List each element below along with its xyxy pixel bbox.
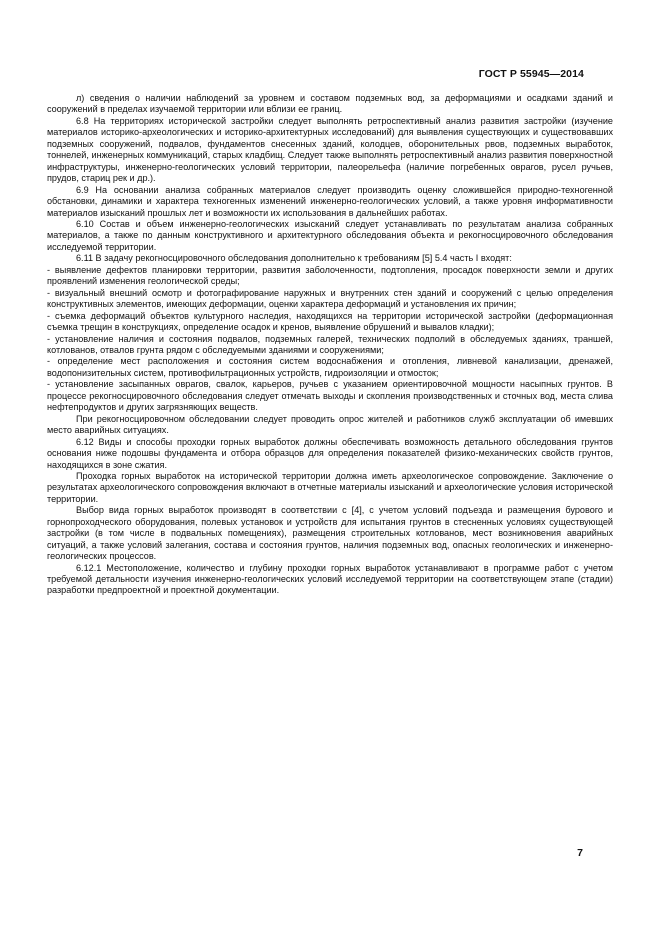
paragraph-l-observations: л) сведения о наличии наблюдений за уровнем и составом подземных вод, за деформациями и осадками зданий и сооружений в пределах изучаемой территории или вблизи ее границ. [47,93,613,115]
paragraph-archaeology: Проходка горных выработок на исторической территории должна иметь археологическое сопровождение. Заключение о результатах археологического сопровождения включают в отчетные материалы изысканий и археологические условия исторической территории. [47,470,613,504]
paragraph-resident-survey: При рекогносцировочном обследовании следует проводить опрос жителей и работников служб эксплуатации об имевших место аварийных ситуациях. [47,413,613,436]
paragraph-6-12: 6.12 Виды и способы проходки горных выработок должны обеспечивать возможность детального обследования грунтов основания ниже подошвы фундамента и отбора образцов для определения показателей физико-механических свойств грунтов, находящихся в зоне сжатия. [47,436,613,470]
list-item-basements: - установление наличия и состояния подвалов, подземных галерей, технических подполий в обследуемых зданиях, траншей, котлованов, отвалов грунта рядом с обследуемыми зданиями и сооружениями; [47,333,613,355]
list-item-utility-systems: - определение мест расположения и состояния систем водоснабжения и отопления, ливневой канализации, дренажей, водопонизительных систем, противофильтрационных устройств, гидроизоляции и отмосток; [47,356,613,378]
document-body [47,93,613,597]
paragraph-6-10: 6.10 Состав и объем инженерно-геологических изысканий следует устанавливать по результатам анализа собранных материалов, а также по данным конструктивного и архитектурного обследования объекта и рекогносцировочного обследования исследуемой территории. [47,218,613,252]
paragraph-6-8: 6.8 На территориях исторической застройки следует выполнять ретроспективный анализ развития застройки (изучение материалов историко-археологических и историко-архитектурных исследований) для выявления существующих и существовавших подземных сооружений, подвалов, фундаментов снесенных зданий, колодцев, оборонительных рвов, подземных выработок, тоннелей, инженерных коммуникаций, старых кладбищ. Следует также выполнять ретроспективный анализ развития поверхностной инфраструктуры, инженерно-геологических условий территории, палеорельефа (наличие погребенных оврагов, русел ручьев, прудов, стариц рек и др.). [47,115,613,184]
list-item-deformation-survey: - съемка деформаций объектов культурного наследия, находящихся на территории исторической застройки (деформационная съемка трещин в конструкциях, определение осадок и кренов, выявление обрушений и вывалов кладки); [47,310,613,333]
paragraph-6-11: 6.11 В задачу рекогносцировочного обследования дополнительно к требованиям [5] 5.4 часть I входят: [76,253,512,264]
list-item-defects: - выявление дефектов планировки территории, развития заболоченности, подтопления, просадок поверхности земли и других проявлений изменения геологической среды; [47,264,613,287]
list-item-visual-inspection: - визуальный внешний осмотр и фотографирование наружных и внутренних стен зданий и сооружений с целью определения конструктивных элементов, имеющих деформации, оценки характера деформаций и установления их причин; [47,287,613,310]
document-header: ГОСТ Р 55945—2014 [478,68,584,80]
paragraph-excavation-choice: Выбор вида горных выработок производят в соответствии с [4], с учетом условий подъезда и размещения бурового и горнопроходческого оборудования, полевых установок и устройств для испытания грунтов в стесненных условиях существующей застройки (в том числе в подвальных помещениях), размещения строительных котлованов, мест возникновения аварийных ситуаций, а также условий залегания, состава и состояния грунтов, наличия подземных вод, опасных геологических и инженерно-геологических процессов. [47,505,613,562]
paragraph-6-9: 6.9 На основании анализа собранных материалов следует производить оценку сложившейся природно-техногенной обстановки, динамики и характера техногенных изменений инженерно-геологических условий, а также уровня информативности материалов изысканий прошлых лет и возможности их использования в дальнейших работах. [47,184,613,218]
list-item-filled-ravines: - установление засыпанных оврагов, свалок, карьеров, ручьев с указанием ориентировочной мощности насыпных грунтов. В процессе рекогносцировочного обследования следует отмечать выходы и скопления производственных и сточных вод, места слива нефтепродуктов и других загрязняющих веществ. [47,379,613,413]
paragraph-6-12-1: 6.12.1 Местоположение, количество и глубину проходки горных выработок устанавливают в программе работ с учетом требуемой детальности изучения инженерно-геологических условий исследуемой территории на соответствующем этапе (стадии) разработки предпроектной и проектной документации. [47,562,613,596]
page-number: 7 [577,847,583,859]
